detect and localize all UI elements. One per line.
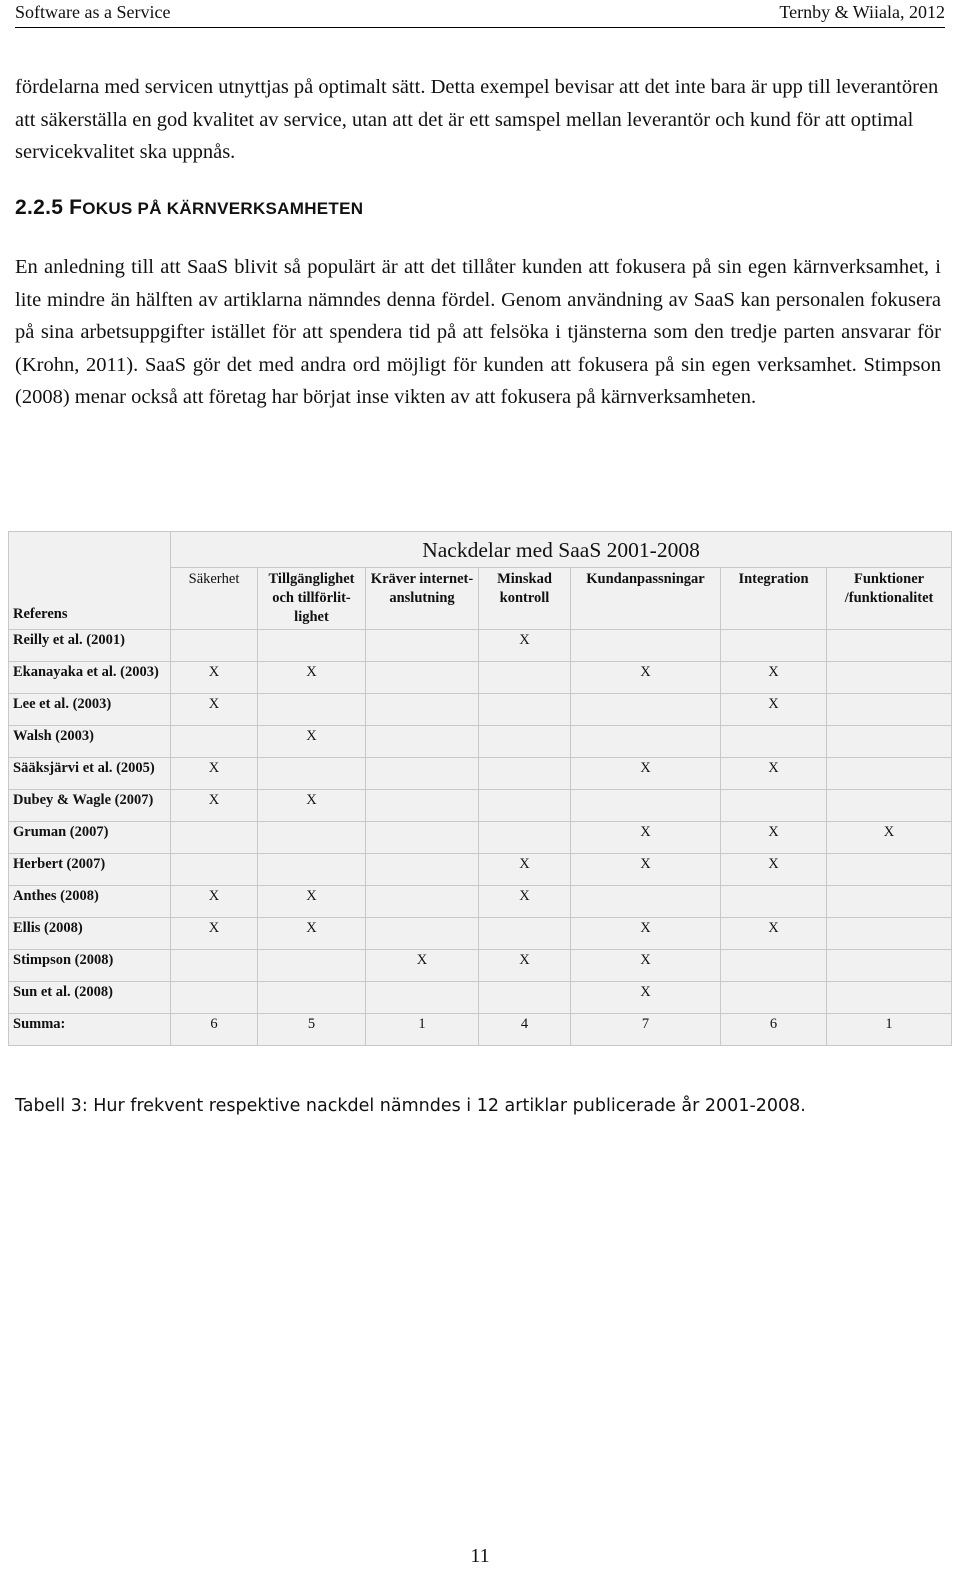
mark-cell: [827, 918, 952, 950]
table-row: [9, 886, 952, 918]
referens-header: Referens: [9, 532, 171, 630]
mark-cell: X: [571, 822, 721, 854]
mark-cell: X: [571, 854, 721, 886]
mark-cell: X: [258, 886, 366, 918]
table-row: [9, 854, 952, 886]
mark-cell: X: [258, 726, 366, 758]
sum-cell: 1: [366, 1014, 479, 1046]
mark-cell: [479, 662, 571, 694]
mark-cell: [171, 950, 258, 982]
mark-cell: X: [479, 886, 571, 918]
mark-cell: [366, 726, 479, 758]
sum-cell: 7: [571, 1014, 721, 1046]
reference-cell: Walsh (2003): [9, 726, 171, 758]
header-authors: Ternby & Wiiala, 2012: [779, 2, 945, 22]
mark-cell: X: [171, 758, 258, 790]
mark-cell: X: [366, 950, 479, 982]
mark-cell: X: [171, 790, 258, 822]
reference-cell: Lee et al. (2003): [9, 694, 171, 726]
reference-cell: Reilly et al. (2001): [9, 630, 171, 662]
table-caption: Tabell 3: Hur frekvent respektive nackdel nämndes i 12 artiklar publicerade år 2001-2008.: [15, 1096, 806, 1116]
reference-cell: Sääksjärvi et al. (2005): [9, 758, 171, 790]
mark-cell: [366, 662, 479, 694]
reference-cell: Stimpson (2008): [9, 950, 171, 982]
table-row: [9, 726, 952, 758]
mark-cell: [571, 630, 721, 662]
reference-cell: Dubey & Wagle (2007): [9, 790, 171, 822]
mark-cell: [721, 982, 827, 1014]
mark-cell: X: [721, 662, 827, 694]
running-header: [15, 0, 945, 28]
mark-cell: X: [721, 822, 827, 854]
mark-cell: X: [571, 662, 721, 694]
mark-cell: [366, 982, 479, 1014]
mark-cell: [479, 918, 571, 950]
mark-cell: [366, 918, 479, 950]
mark-cell: [827, 662, 952, 694]
sum-cell: 1: [827, 1014, 952, 1046]
mark-cell: [258, 982, 366, 1014]
mark-cell: [366, 630, 479, 662]
mark-cell: [366, 790, 479, 822]
mark-cell: [479, 726, 571, 758]
mark-cell: X: [171, 694, 258, 726]
mark-cell: [571, 790, 721, 822]
header-title: Software as a Service: [15, 2, 171, 22]
mark-cell: [827, 630, 952, 662]
mark-cell: [721, 790, 827, 822]
mark-cell: [827, 694, 952, 726]
mark-cell: [827, 790, 952, 822]
reference-cell: Gruman (2007): [9, 822, 171, 854]
table-row: [9, 758, 952, 790]
mark-cell: [366, 758, 479, 790]
mark-cell: [827, 758, 952, 790]
mark-cell: X: [721, 758, 827, 790]
mark-cell: [171, 822, 258, 854]
mark-cell: X: [571, 758, 721, 790]
mark-cell: [171, 726, 258, 758]
mark-cell: [479, 982, 571, 1014]
mark-cell: X: [479, 854, 571, 886]
mark-cell: [171, 630, 258, 662]
paragraph-body: En anledning till att SaaS blivit så populärt är att det tillåter kunden att fokusera på sin egen kärnverksamhet, i lite mindre än hälften av artiklarna nämndes denna fördel. Genom användning av SaaS kan personalen fokusera på sina arbetsuppgifter istället för att spendera tid på att felsöka i tjänsterna som den tredje parten ansvarar för (Krohn, 2011). SaaS gör det med andra ord möjligt för kunden att fokusera på sin egen verksamhet. Stimpson (2008) menar också att företag har börjat inse vikten av att fokusera på kärnverksamheten.: [15, 256, 941, 408]
mark-cell: [258, 758, 366, 790]
mark-cell: [366, 886, 479, 918]
column-header-kundanpassningar: Kundanpassningar: [571, 568, 721, 630]
mark-cell: [258, 950, 366, 982]
mark-cell: [258, 854, 366, 886]
mark-cell: [571, 886, 721, 918]
section-number: 2.2.5: [15, 196, 64, 219]
mark-cell: [479, 790, 571, 822]
mark-cell: [258, 694, 366, 726]
mark-cell: [479, 822, 571, 854]
mark-cell: X: [171, 886, 258, 918]
mark-cell: [479, 694, 571, 726]
reference-cell: Anthes (2008): [9, 886, 171, 918]
mark-cell: X: [721, 854, 827, 886]
mark-cell: X: [827, 822, 952, 854]
sum-cell: 6: [721, 1014, 827, 1046]
table-row: [9, 982, 952, 1014]
mark-cell: X: [571, 918, 721, 950]
column-header-funktioner: Funktioner /funktionalitet: [827, 568, 952, 630]
heading-rest: OKUS PÅ KÄRNVERKSAMHETEN: [82, 199, 364, 218]
mark-cell: [827, 854, 952, 886]
section-heading: [15, 196, 363, 220]
mark-cell: X: [171, 662, 258, 694]
mark-cell: [721, 886, 827, 918]
mark-cell: [827, 886, 952, 918]
page-number: 11: [470, 1545, 490, 1567]
mark-cell: [366, 822, 479, 854]
mark-cell: [721, 726, 827, 758]
column-header-tillganglighet: Tillgänglighet och tillförlit-lighet: [258, 568, 366, 630]
mark-cell: X: [258, 790, 366, 822]
heading-initial: F: [69, 196, 83, 219]
mark-cell: X: [721, 918, 827, 950]
reference-cell: Ekanayaka et al. (2003): [9, 662, 171, 694]
sum-cell: 6: [171, 1014, 258, 1046]
table-row: [9, 630, 952, 662]
mark-cell: [258, 630, 366, 662]
table-row: [9, 662, 952, 694]
table-row: [9, 790, 952, 822]
sum-row: [9, 1014, 952, 1046]
mark-cell: X: [479, 950, 571, 982]
paragraph-intro: fördelarna med servicen utnyttjas på optimalt sätt. Detta exempel bevisar att det inte bara är upp till leverantören att säkerställa en god kvalitet av service, utan att det är ett samspel mellan leverantör och kund för att optimal servicekvalitet ska uppnås.: [15, 76, 939, 163]
mark-cell: X: [571, 982, 721, 1014]
mark-cell: [827, 982, 952, 1014]
mark-cell: X: [258, 662, 366, 694]
mark-cell: [366, 854, 479, 886]
mark-cell: X: [258, 918, 366, 950]
mark-cell: X: [571, 950, 721, 982]
mark-cell: [571, 694, 721, 726]
reference-cell: Sun et al. (2008): [9, 982, 171, 1014]
column-header-internet: Kräver internet-anslutning: [366, 568, 479, 630]
mark-cell: [721, 630, 827, 662]
reference-cell: Herbert (2007): [9, 854, 171, 886]
column-header-integration: Integration: [721, 568, 827, 630]
mark-cell: [721, 950, 827, 982]
mark-cell: X: [479, 630, 571, 662]
mark-cell: [171, 982, 258, 1014]
mark-cell: [171, 854, 258, 886]
column-header-sakerhet: Säkerhet: [171, 568, 258, 630]
mark-cell: [258, 822, 366, 854]
mark-cell: [827, 950, 952, 982]
mark-cell: X: [171, 918, 258, 950]
mark-cell: [827, 726, 952, 758]
table-title: Nackdelar med SaaS 2001-2008: [171, 532, 952, 568]
table-row: [9, 918, 952, 950]
table-row: [9, 950, 952, 982]
mark-cell: [571, 726, 721, 758]
table-row: [9, 822, 952, 854]
sum-cell: 5: [258, 1014, 366, 1046]
disadvantages-table: [8, 531, 952, 1046]
mark-cell: [479, 758, 571, 790]
reference-cell: Ellis (2008): [9, 918, 171, 950]
mark-cell: X: [721, 694, 827, 726]
mark-cell: [366, 694, 479, 726]
column-header-kontroll: Minskad kontroll: [479, 568, 571, 630]
table-row: [9, 694, 952, 726]
sum-label: Summa:: [9, 1014, 171, 1046]
sum-cell: 4: [479, 1014, 571, 1046]
